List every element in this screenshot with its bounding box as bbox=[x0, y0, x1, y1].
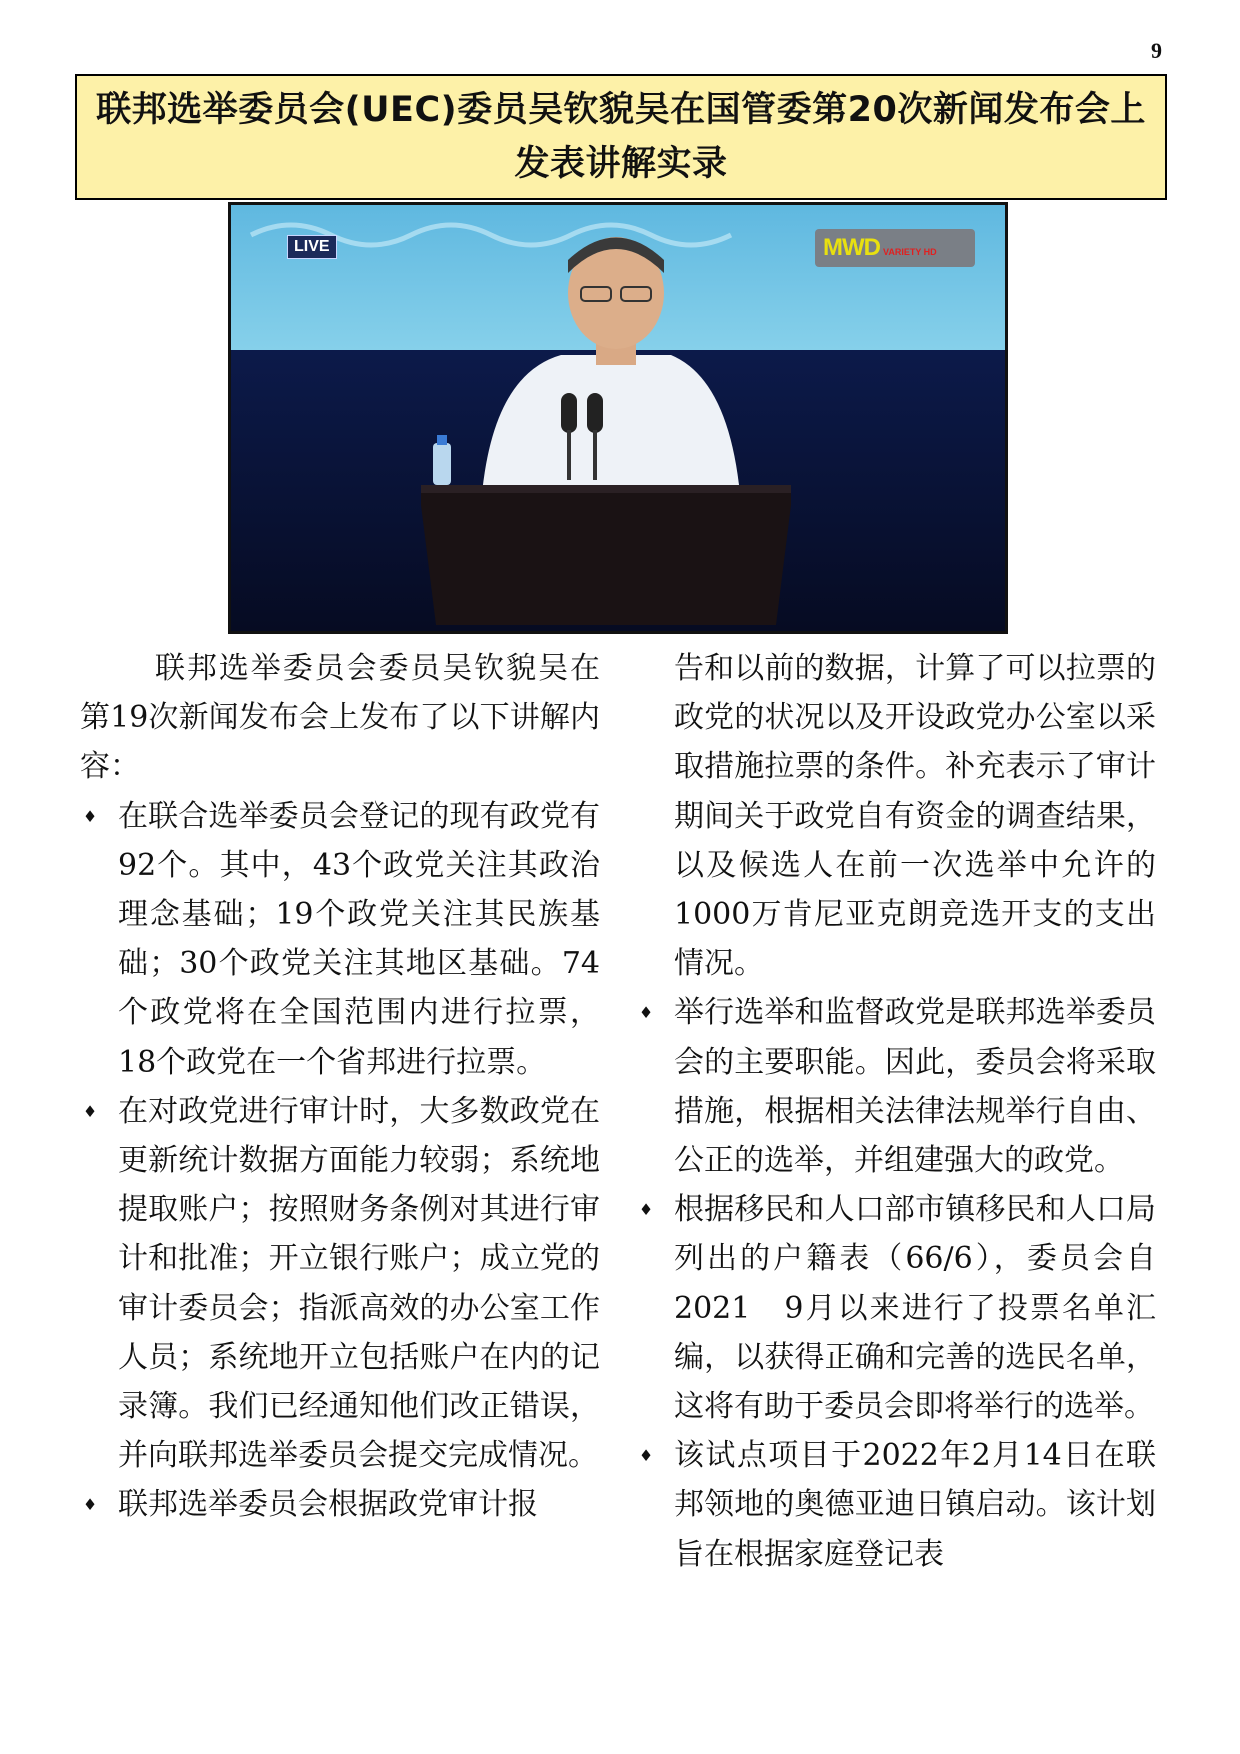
diamond-bullet-icon: ♦ bbox=[82, 1495, 98, 1515]
title-banner bbox=[75, 74, 1167, 200]
channel-logo-text: MWD bbox=[823, 234, 880, 261]
list-item-text: 举行选举和监督政党是联邦选举委员会的主要职能。因此，委员会将采取措施，根据相关法律法规举行自由、公正的选举，并组建强大的政党。 bbox=[674, 995, 1156, 1179]
channel-logo bbox=[815, 229, 975, 267]
list-item-text: 在联合选举委员会登记的现有政党有92个。其中，43个政党关注其政治理念基础；19个政党关注其民族基础；30个政党关注其地区基础。74个政党将在全国范围内进行拉票，18个政党在一个省邦进行拉票。 bbox=[118, 798, 600, 1080]
list-item bbox=[636, 1431, 1156, 1579]
bullet-list-right bbox=[636, 988, 1156, 1578]
intro-paragraph: 联邦选举委员会委员吴钦貌吴在第19次新闻发布会上发布了以下讲解内容： bbox=[80, 651, 600, 785]
diamond-bullet-icon: ♦ bbox=[638, 1003, 654, 1023]
list-item-text: 在对政党进行审计时，大多数政党在更新统计数据方面能力较弱；系统地提取账户；按照财务条例对其进行审计和批准；开立银行账户；成立党的审计委员会；指派高效的办公室工作人员；系统地开立包括账户在内的记录簿。我们已经通知他们改正错误，并向联邦选举委员会提交完成情况。 bbox=[118, 1093, 600, 1474]
list-item-text: 联邦选举委员会根据政党审计报 bbox=[118, 1487, 538, 1523]
list-item bbox=[636, 988, 1156, 1185]
article-title: 联邦选举委员会(UEC)委员吴钦貌吴在国管委第20次新闻发布会上发表讲解实录 bbox=[96, 90, 1146, 184]
diamond-bullet-icon: ♦ bbox=[82, 806, 98, 826]
list-item bbox=[80, 1480, 600, 1529]
live-badge: LIVE bbox=[287, 235, 337, 259]
list-item bbox=[80, 792, 600, 1087]
list-item bbox=[80, 1087, 600, 1481]
diamond-bullet-icon: ♦ bbox=[82, 1101, 98, 1121]
continued-paragraph: 告和以前的数据，计算了可以拉票的政党的状况以及开设政党办公室以采取措施拉票的条件。补充表示了审计期间关于政党自有资金的调查结果，以及候选人在前一次选举中允许的1000万肯尼亚克朗竞选开支的支出情况。 bbox=[674, 651, 1156, 982]
bullet-list-left bbox=[80, 792, 600, 1530]
speaker-illustration bbox=[231, 205, 1005, 631]
diamond-bullet-icon: ♦ bbox=[638, 1200, 654, 1220]
list-item-text: 根据移民和人口部市镇移民和人口局列出的户籍表（66/6），委员会自2021 9月以来进行了投票名单汇编，以获得正确和完善的选民名单，这将有助于委员会即将举行的选举。 bbox=[674, 1192, 1156, 1425]
right-column bbox=[636, 644, 1156, 1579]
list-item-text: 该试点项目于2022年2月14日在联邦领地的奥德亚迪日镇启动。该计划旨在根据家庭登记表 bbox=[674, 1438, 1156, 1572]
channel-logo-subtext: VARIETY HD bbox=[882, 247, 937, 257]
left-column bbox=[80, 644, 600, 1530]
list-item bbox=[636, 1185, 1156, 1431]
diamond-bullet-icon: ♦ bbox=[638, 1446, 654, 1466]
press-conference-photo bbox=[228, 202, 1008, 634]
page-number: 9 bbox=[1151, 38, 1162, 63]
